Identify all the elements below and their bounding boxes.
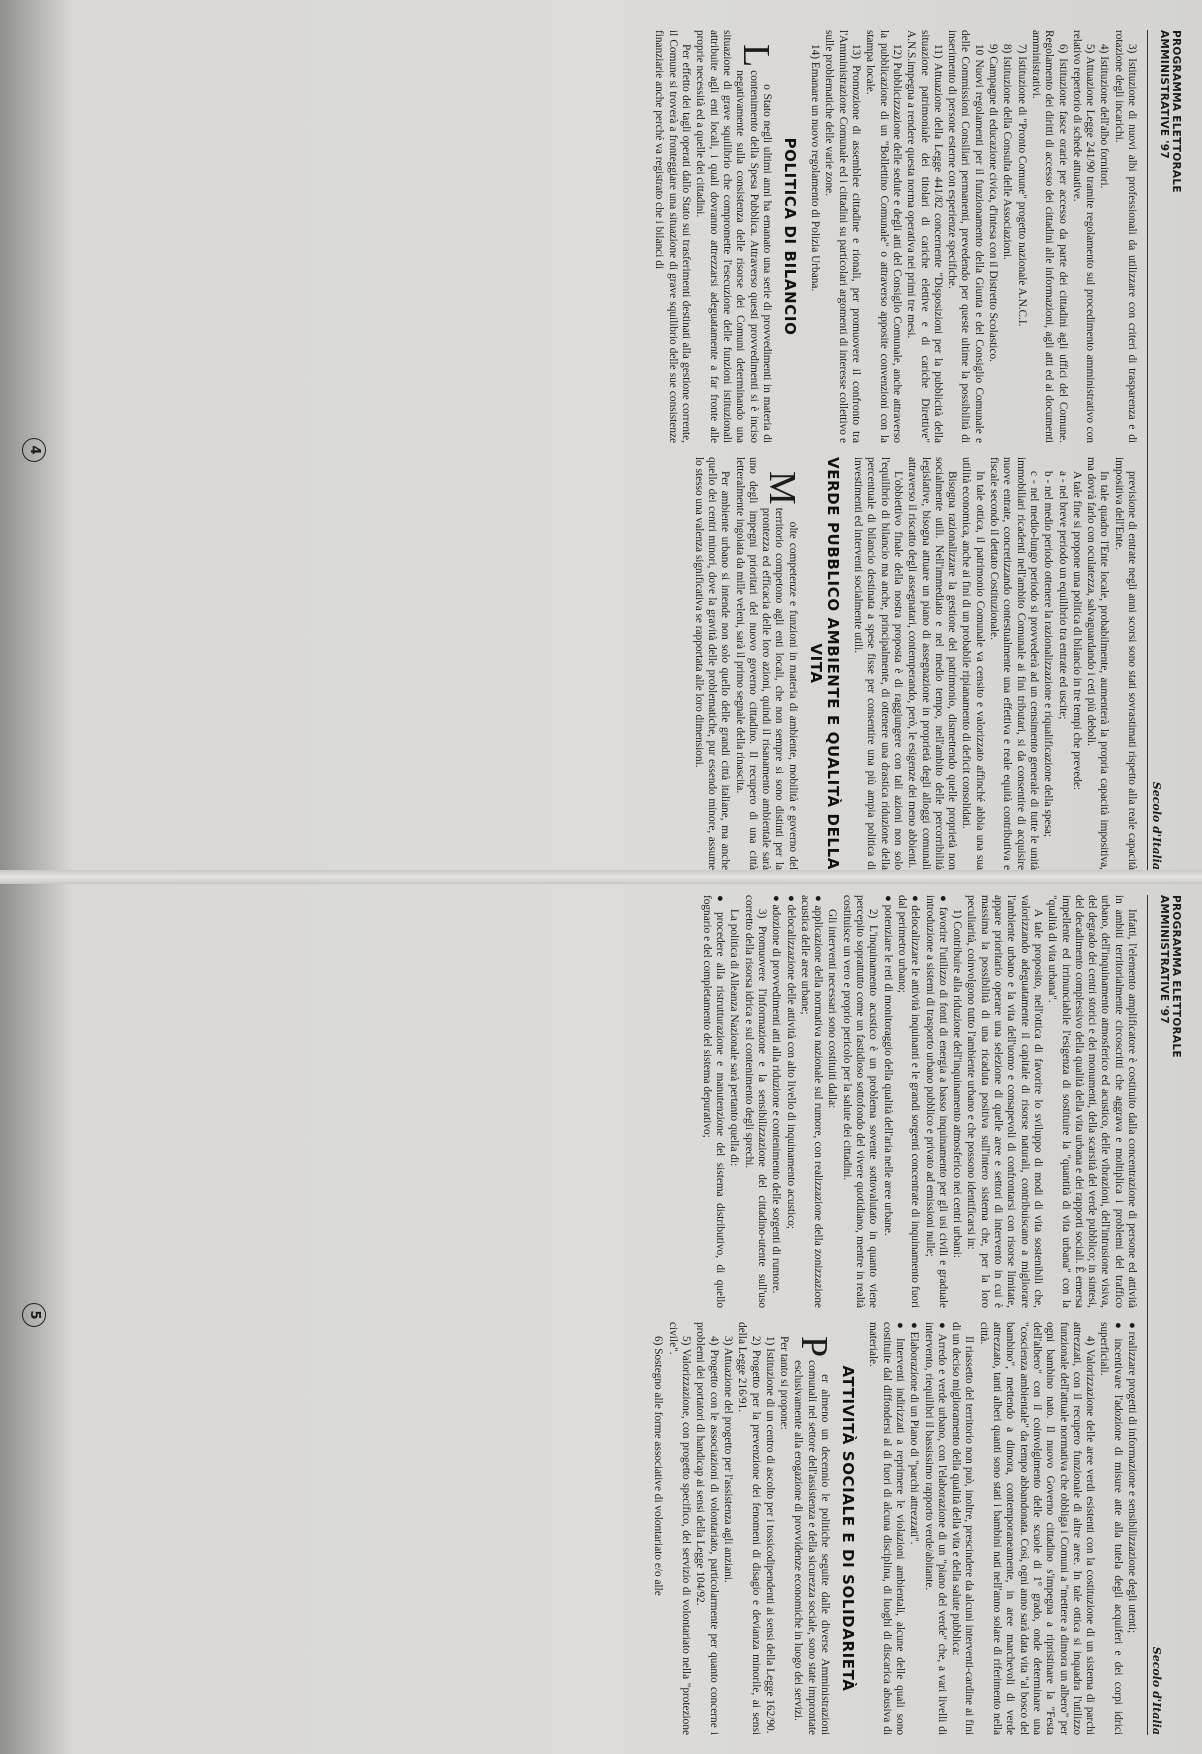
paragraph: 4) Istituzione dell'albo fornitori.	[1098, 44, 1111, 189]
paragraph: 14) Emanare un nuovo regolamento di Polizia Urbana.	[809, 44, 822, 292]
bullet-item: ● realizzare progetti di informazione e sensibilizzazione degli utenti;	[1125, 1322, 1138, 1735]
header-tag-line2: AMMINISTRATIVE '97	[1158, 30, 1170, 159]
col2-bullets2	[866, 1322, 948, 1735]
columns	[54, 895, 1138, 1735]
header-tag	[1158, 30, 1182, 193]
paragraph: 3) Istituzione di nuovi albi professionali da utilizzare con criteri di trasparenza e di rotazione degli incarichi.	[1112, 30, 1138, 443]
col2-after	[691, 457, 803, 870]
bullet-item: ● potenziare le reti di monitoraggio della qualità dell'aria nelle aree urbane.	[880, 895, 893, 1308]
column-1	[54, 30, 1138, 443]
paragraph: 2) L'inquinamento acustico è un problema sovente sottovalutato in quanto viene percepito soprattutto come un fastidioso sottofondo del vivere quotidiano, mentre in realtà costituisce un vero e proprio pericolo per la salute dei cittadini.	[840, 895, 880, 1308]
col1-paragraphs	[950, 895, 1138, 1308]
paragraph: 5) Valorizzazione, con progetto specifico, del servizio di volontariato nella "protezione civile".	[666, 1322, 693, 1735]
bullet-item: ● incentivare l'adozione di misure atte alla tutela degli acquiferi e dei corpi idrici superficiali.	[1097, 1322, 1124, 1735]
bullet-item: ● applicazione della normativa nazionale sul rumore, con realizzazione della zonizzazione acustica delle aree urbane;	[798, 895, 825, 1308]
paragraph: 7) Istituzione di "Pronto Comune" progetto nazionale A.N.C.I.	[1015, 44, 1028, 327]
paragraph: 10 Nuovi regolamenti per il funzionamento della Giunta e del Consiglio Comunale e delle Commissioni Consiliari permanenti, prevedendo per queste ultime la possibilità di inserimento di persone esterne con esperienze specifiche.	[946, 30, 985, 443]
bullet-item: ● adozione di provvedimenti atti alla riduzione e contenimento delle sorgenti di rumore.	[769, 895, 782, 1308]
paragraph: c - nel medio-lungo periodo si provvederà ad un censimento generale di tutte le unità immobiliari ricadenti nell'ambito Comunale ai fini tributari, si da consentire di acquisire nuove entrate, concretizzando contestualmente una effettiva e reale equità contributiva e fiscale secondo il dettato Costituzionale.	[988, 457, 1040, 870]
col2-after	[651, 1322, 836, 1735]
bullet-item: ● Arredo e verde urbano, con l'elaborazione di un "piano del verde" che, a vari livelli di intervento, riequilibri il bassissimo rapporto verde/abitante.	[921, 1322, 948, 1735]
paragraph: A tale proposito, nell'ottica di favorire lo sviluppo di modi di vita sostenibili che, valorizzando adeguatamente il capitale di risorse naturali, contribuiscano a migliorare l'ambiente urbano e la vita dell'uomo e consapevoli di confrontarsi con risorse limitate, appare prioritario operare una selezione di quelle aree e settori di intervento in cui è massima la possibilità di una ricaduta positiva sull'intero sistema che, per la loro peculiarità, coinvolgono tutto l'ambiente urbano e che possono identificarsi in:	[965, 895, 1044, 1308]
paragraph: Per almeno un decennio le politiche seguite dalle diverse Amministrazioni comunali nel settore dell'assistenza e della sicurezza sociale, sono state improntate esclusivamente alla erogazione di provvidenze economiche in luogo dei servizi.	[792, 1336, 836, 1735]
paragraph: 1) Contribuire alla riduzione dell'inquinamento atmosferico nei centri urbani:	[951, 909, 964, 1258]
columns	[54, 30, 1138, 870]
paper-name: Secolo d'Italia	[1150, 1646, 1163, 1735]
col1-end	[727, 895, 768, 1308]
col1-bullets3	[700, 895, 727, 1308]
paragraph: 1) Istituzione di un centro di ascolto per i tossicodipendenti ai sensi della Legge 162/90.	[763, 1336, 776, 1734]
paragraph: L'obbiettivo finale della nostra proposta è di raggiungere con tali azioni non solo l'equilibrio di bilancio ma anche, principalmente, di ottenere una drastica riduzione della percentuale di bilancio destinata a spese fisse per consentire una più ampia politica di investimenti ed interventi socialmente utili.	[852, 457, 904, 870]
col1-bullets	[880, 895, 948, 1308]
col1-mid	[825, 895, 879, 1308]
paragraph: previsione di entrate negli anni scorsi sono stati sovrastimati rispetto alla reale capacità impositiva dell'Ente.	[1112, 457, 1138, 870]
paragraph: Il riassetto del territorio non può, inoltre, prescindere da alcuni interventi-cardine ai fini di un deciso miglioramento della qualità della vita e della salute pubblica:	[950, 1322, 976, 1735]
paragraph: Infatti, l'elemento amplificatore è costituito dalla concentrazione di persone ed attività in ambiti territorialmente circoscritti che aggrava e moltiplica i problemi del traffico urbano, dell'inquinamento atmosferico ed acustico, delle vibrazioni, dell'intrusione visiva, del degrado dei centri storici e dei monumenti, della scarsità del verde pubblico; in sintesi, del decadimento complessivo della qualità della vita urbana e dei rapporti sociali. È emersa impellente ed irrinunciabile l'esigenza di sostituire la "quantità di vita urbana" con la "qualità di vita urbana".	[1046, 895, 1138, 1308]
paragraph: 12) Pubblicizzazione delle sedute e degli atti del Consiglio Comunale, anche attraverso la pubblicazione di un "Bollettino Comunale" o attraverso apposite convenzioni con la stampa locale.	[864, 30, 903, 443]
page-4	[22, 30, 1182, 870]
paragraph: 6) Istituzione fasce orarie per accesso da parte dei cittadini agli uffici del Comune. Regolamento dei diritti di accesso dei cittadini alle informazioni, agli atti ed ai documenti amministrativi.	[1029, 30, 1069, 443]
bullet-item: ● delocalizzazione delle attività con alto livello di inquinamento acustico;	[783, 895, 796, 1308]
bullet-item: ● procedere alla ristrutturazione e manutenzione del sistema distributivo, di quello fognario e del completamento del sistema depurativo;	[700, 895, 727, 1308]
paragraph: 9) Campagne di educazione civica, d'intesa con il Distretto Scolastico.	[987, 44, 1000, 362]
paragraph: 8) Istituzione della Consulta delle Associazioni.	[1001, 44, 1014, 260]
paragraph: Gli interventi necessari sono costituiti dalla:	[826, 909, 839, 1109]
page-number: 4	[22, 438, 46, 462]
paragraph: 6) Sostegno alle forme associative di volontariato e/o alle	[652, 1336, 665, 1596]
bullet-item: ● favorire l'utilizzo di fonti di energia a basso inquinamento per gli usi civili e graduale introduzione a sistemi di trasporto urbano pubblico e privato ad emissioni nulle;	[922, 895, 949, 1308]
paragraph: A tale fine si propone una politica di bilancio in tre tempi che prevede:	[1070, 471, 1083, 791]
header-tag-line1: PROGRAMMA ELETTORALE	[1170, 30, 1182, 193]
page-gutter	[0, 870, 1202, 884]
paragraph: 4) Valorizzazione delle aree verdi esistenti con la costituzione di un sistema di parchi attrezzati, con il recupero funzionale di altre aree. In tale ottica si inquadra l'utilizzo funzionale dell'attuale normativa che obbliga i Comuni a "mettere a dimora un albero" per ogni bambino nato. Il nuovo Governo cittadino s'impegna a ripristinare la "Festa dell'albero" con il coinvolgimento delle scuole di 1° grado, onde determinare una "coscienza ambientale" da tempo abbandonata. Così, ogni anno sarà data vita "al bosco del bambino", mettendo a dimora, contemporaneamente, in aree marchevoli di verde attrezzato, tanti alberi quanti sono stati i bambini nati nell'anno solare di riferimento nella città.	[977, 1322, 1097, 1735]
header-tag-line1: PROGRAMMA ELETTORALE	[1170, 895, 1182, 1058]
column-1	[54, 895, 1138, 1308]
paragraph: 11) Attuazione della Legge 441/82 concernente "Disposizioni per la pubblicità della situazione patrimoniale dei titolari di cariche elettive e di cariche Direttive" A.N.S.impegna a rendere questa norma operativa nei primi tre mesi.	[905, 30, 944, 443]
paragraph: 3) Attuazione del progetto per l'assistenza agli anziani.	[721, 1336, 734, 1583]
paragraph: Per effetto dei tagli operati dallo Stato sui trasferimenti destinati alla gestione corrente, il Comune si troverà a fronteggiare una situazione di grave squilibrio delle sue consistenze finanziarie anche perché va registrato che i bilanci di	[653, 30, 693, 443]
col2-paragraphs	[949, 1322, 1096, 1735]
page-5	[22, 895, 1182, 1735]
section-title-verde: VERDE PUBBLICO AMBIENTE E QUALITÀ DELLA VITA	[806, 457, 842, 870]
paragraph: In tale ottica, il patrimonio Comunale va censito e valorizzato affinché abbia una sua utilità economica, anche ai fini di un probabile ripianamento di deficit consolidati.	[960, 457, 986, 870]
column-2	[54, 1322, 1138, 1735]
col1-bullets2	[769, 895, 824, 1308]
bullet-item: ● Elaborazione di un Piano di "parchi attrezzati".	[907, 1322, 920, 1735]
paragraph: Lo Stato negli ultimi anni ha emanato una serie di provvedimenti in materia di contenimento della Spesa Pubblica. Attraverso questi provvedimenti si è inciso negativamente sulla consistenza delle risorse dei Comuni determinando una situazione di grave squilibrio che compromette l'esecuzione delle funzioni istituzionali attribuite agli enti locali, i quali dovranno attrezzarsi adeguatamente a far fronte alle proprie necessità ed a quelle dei cittadini.	[694, 30, 777, 443]
paragraph: La politica di Alleanza Nazionale sarà pertanto quella di:	[728, 909, 741, 1167]
bullet-item: ● delocalizzare le attività inquinanti e le grandi sorgenti concentrate di inquinamento fuori dal perimetro urbano;	[895, 895, 922, 1308]
section-title-attivita: ATTIVITÀ SOCIALE E DI SOLIDARIETÀ	[839, 1365, 858, 1692]
page-header	[1147, 30, 1182, 870]
paragraph: Molte competenze e funzioni in materia di ambiente, mobilità e governo del territorio competono agli enti locali, che non sempre si sono distinti per la prontezza ed efficacia delle loro azioni, quindi il risanamento ambientale sarà uno degli impegni prioritari del nuovo governo cittadino. Il recupero di una città letteralmente ingoiata da mille veleni, sarà il primo segnale della rinascita.	[733, 457, 803, 870]
col1-after	[652, 30, 777, 443]
page-number: 5	[22, 1303, 46, 1327]
paragraph: In tale quadro l'Ente locale, probabilmente, aumenterà la propria capacità impositiva, ma dovrà farlo con oculatezza, salvaguardando i ceti più deboli.	[1085, 457, 1111, 870]
paragraph: b - nel medio periodo ottenere la razionalizzazione e riqualificazione della spesa;	[1042, 471, 1055, 838]
section-title-bilancio: POLITICA DI BILANCIO	[780, 137, 799, 336]
bullet-item: ● Interventi indirizzati a reprimere le violazioni ambientali, alcune delle quali sono costituite dal diffondersi al di fuori di alcuna disciplina, di luoghi di discarica abusiva di materiale.	[866, 1322, 906, 1735]
paragraph: 5) Attuazione Legge 241/90 tramite regolamento sul procedimento amministrativo con relativo repertorio di schede attuative.	[1070, 30, 1097, 443]
paragraph: 4) Progetto con le associazioni di volontariato, particolarmente per quanto concerne i problemi dei portatori di handicap ai sensi della Legge 104/92.	[694, 1322, 720, 1735]
paragraph: 2) Progetto per la prevenzione dei fenomeni di disagio e devianza minorile, ai sensi della Legge 216/91.	[736, 1322, 762, 1735]
col2-bullets	[1097, 1322, 1138, 1735]
paragraph: 3) Promuovere l'informazione e la sensibilizzazione del cittadino-utente sull'uso corretto della risorsa idrica e sul contenimento degli sprechi.	[742, 895, 768, 1308]
column-2	[54, 457, 1138, 870]
header-tag	[1158, 895, 1182, 1058]
header-tag-line2: AMMINISTRATIVE '97	[1158, 895, 1170, 1024]
col2-paragraphs	[851, 457, 1138, 870]
paragraph: Bisogna razionalizzare la gestione del patrimonio, dismettendo quelle proprietà non socialmente utili. Nell'immediato e nel medio tempo, nell'ambito delle percorribilità legislative, bisogna attuare un piano di assegnazione in proprietà degli alloggi comunali attraverso il riscatto degli assegnatari, contemperando, però, le esigenze dei meno abbienti.	[906, 457, 959, 870]
page-header	[1147, 895, 1182, 1735]
paragraph: a - nel breve periodo un equilibrio tra entrate ed uscite;	[1056, 471, 1069, 720]
paragraph: Per tanto si propone:	[778, 1336, 791, 1430]
paragraph: 13) Promozione di assemblee cittadine e rionali, per promuovere il confronto tra l'Amministrazione Comunale ed i cittadini su particolari argomenti di interesse collettivo e sulle problematiche delle varie zone.	[823, 30, 863, 443]
col1-paragraphs	[808, 30, 1138, 443]
paper-name: Secolo d'Italia	[1150, 781, 1163, 870]
paragraph: Per ambiente urbano si intende non solo quello delle grandi città italiane, ma anche quello dei centri minori, dove la gravità delle problematiche, pur essendo minore, assume lo stesso una valenza significativa se rapportata alle loro dimensioni.	[692, 457, 732, 870]
